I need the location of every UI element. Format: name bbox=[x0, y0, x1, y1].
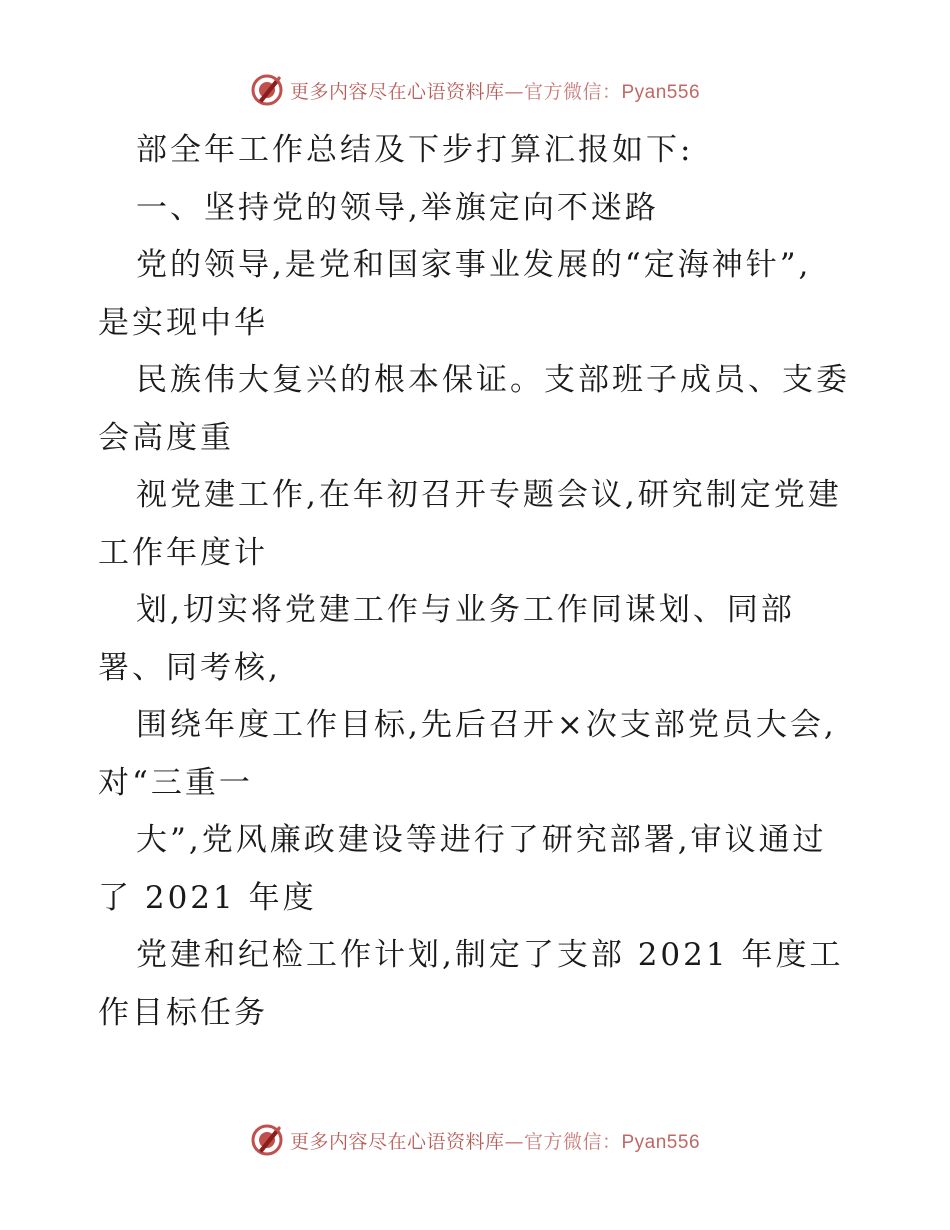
watermark-separator: — bbox=[504, 1130, 524, 1153]
watermark-site-text: 更多内容尽在心语资料库 bbox=[289, 1130, 505, 1153]
text-line: 部全年工作总结及下步打算汇报如下: bbox=[136, 132, 694, 168]
watermark-site-text: 更多内容尽在心语资料库 bbox=[289, 80, 505, 103]
watermark-wechat-label: 官方微信： bbox=[523, 80, 622, 103]
text-line: 会高度重 bbox=[98, 419, 234, 456]
text-line: 工作年度计 bbox=[98, 534, 268, 571]
pen-seal-logo-icon bbox=[250, 1123, 284, 1157]
header-watermark bbox=[0, 70, 950, 110]
text-line: 民族伟大复兴的根本保证。支部班子成员、支委 bbox=[136, 362, 850, 398]
watermark-separator: — bbox=[504, 80, 524, 103]
text-line: 对“三重一 bbox=[98, 764, 253, 801]
pen-seal-logo-icon bbox=[250, 73, 284, 107]
text-line: 视党建工作,在年初召开专题会议,研究制定党建 bbox=[136, 477, 842, 513]
text-line: 划,切实将党建工作与业务工作同谋划、同部 bbox=[136, 592, 795, 628]
text-line: 党的领导,是党和国家事业发展的“定海神针”, bbox=[136, 247, 812, 283]
watermark-wechat-id: Pyan556 bbox=[621, 81, 701, 103]
watermark-wechat-id: Pyan556 bbox=[621, 1131, 701, 1153]
document-body bbox=[98, 122, 858, 1042]
section-heading: 一、坚持党的领导,举旗定向不迷路 bbox=[136, 189, 659, 226]
footer-watermark bbox=[0, 1120, 950, 1160]
watermark-wechat-label: 官方微信： bbox=[523, 1130, 622, 1153]
text-line: 围绕年度工作目标,先后召开×次支部党员大会, bbox=[136, 707, 837, 743]
watermark-text bbox=[290, 77, 700, 104]
text-line: 署、同考核, bbox=[98, 649, 281, 686]
text-line: 大”,党风廉政建设等进行了研究部署,审议通过 bbox=[136, 822, 827, 858]
text-line: 作目标任务 bbox=[98, 994, 268, 1031]
watermark-text bbox=[290, 1127, 700, 1154]
text-line: 是实现中华 bbox=[98, 304, 268, 341]
text-line: 了 2021 年度 bbox=[98, 879, 317, 916]
text-line: 党建和纪检工作计划,制定了支部 2021 年度工 bbox=[136, 937, 844, 973]
